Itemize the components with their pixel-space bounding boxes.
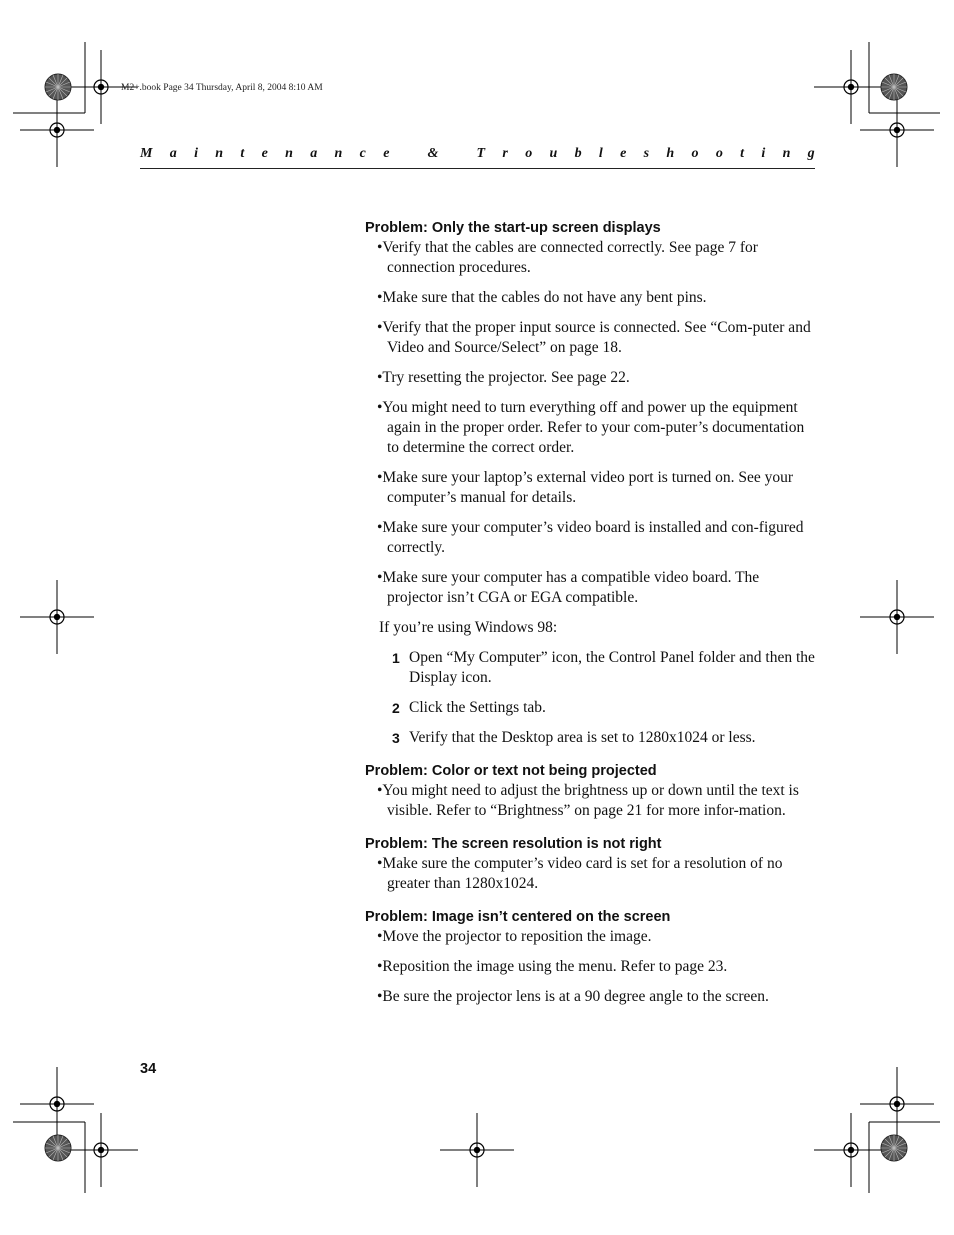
running-head-letter: s bbox=[643, 146, 650, 161]
running-head-letter: b bbox=[574, 146, 582, 161]
intro-text: If you’re using Windows 98: bbox=[379, 619, 558, 636]
running-head-letter: c bbox=[359, 146, 366, 161]
running-head-letter bbox=[407, 146, 411, 162]
step-item bbox=[392, 728, 817, 748]
section-title: Problem: Image isn’t centered on the screen bbox=[365, 909, 671, 925]
running-head-letter: a bbox=[169, 146, 177, 161]
running-head-letter: n bbox=[334, 146, 343, 161]
running-head-letter: e bbox=[261, 146, 268, 161]
list-item: •Make sure your computer has a compatible video board. The projector isn’t CGA or EGA compatible. bbox=[377, 569, 760, 606]
running-head-letter: n bbox=[215, 146, 224, 161]
list-item: •Reposition the image using the menu. Refer to page 23. bbox=[377, 958, 728, 975]
list-item: •Move the projector to reposition the image. bbox=[377, 928, 652, 945]
section-title: Problem: Color or text not being projected bbox=[365, 763, 657, 779]
running-head-letter: l bbox=[598, 146, 603, 161]
step-text: Verify that the Desktop area is set to 1280x1024 or less. bbox=[409, 729, 756, 746]
running-head-letter: o bbox=[691, 146, 699, 161]
list-item: •You might need to turn everything off and power up the equipment again in the proper order. Refer to your com-puter’s documentation to determine the correct order. bbox=[377, 399, 805, 456]
header-rule bbox=[140, 168, 815, 169]
step-text: Open “My Computer” icon, the Control Panel folder and then the Display icon. bbox=[409, 649, 815, 686]
running-head-letter: n bbox=[782, 146, 791, 161]
running-head-letter: M bbox=[140, 146, 153, 161]
running-head-letter: o bbox=[525, 146, 533, 161]
page-body bbox=[365, 218, 817, 1020]
list-item: •Verify that the cables are connected correctly. See page 7 for connection procedures. bbox=[377, 239, 758, 276]
list-item: •Make sure the computer’s video card is set for a resolution of no greater than 1280x1024. bbox=[377, 855, 783, 892]
section-color-text bbox=[365, 761, 817, 821]
running-head-letter: h bbox=[666, 146, 675, 161]
list-item: •Try resetting the projector. See page 22. bbox=[377, 369, 630, 386]
section-title: Problem: The screen resolution is not right bbox=[365, 836, 662, 852]
running-head-letter: i bbox=[761, 146, 766, 161]
running-head-letter: a bbox=[310, 146, 318, 161]
section-image-centered bbox=[365, 907, 817, 1007]
list-item: •Verify that the proper input source is connected. See “Com-puter and Video and Source/Select” on page 18. bbox=[377, 319, 811, 356]
step-number: 1 bbox=[392, 650, 400, 666]
running-head-letter: t bbox=[740, 146, 745, 161]
section-resolution bbox=[365, 834, 817, 894]
running-head-letter bbox=[456, 146, 460, 162]
running-head-letter: u bbox=[549, 146, 558, 161]
section-title: Problem: Only the start-up screen displays bbox=[365, 220, 661, 236]
running-head-letter: e bbox=[383, 146, 390, 161]
step-item bbox=[392, 648, 817, 688]
running-head-letter: & bbox=[427, 146, 439, 161]
running-head-letter: i bbox=[194, 146, 198, 161]
step-text: Click the Settings tab. bbox=[409, 699, 546, 716]
running-head bbox=[140, 146, 815, 162]
step-number: 3 bbox=[392, 730, 400, 746]
print-slug: M2+.book Page 34 Thursday, April 8, 2004 8:10 AM bbox=[121, 83, 323, 93]
list-item: •Make sure your laptop’s external video port is turned on. See your computer’s manual for details. bbox=[377, 469, 794, 506]
running-head-letter: o bbox=[715, 146, 723, 161]
list-item: •Make sure that the cables do not have any bent pins. bbox=[377, 289, 707, 306]
step-item bbox=[392, 698, 817, 718]
list-item: •Be sure the projector lens is at a 90 degree angle to the screen. bbox=[377, 988, 769, 1005]
running-head-letter: g bbox=[807, 146, 815, 161]
running-head-letter: T bbox=[476, 146, 486, 161]
running-head-letter: t bbox=[240, 146, 245, 161]
list-item: •You might need to adjust the brightness up or down until the text is visible. Refer to “Brightness” on page 21 for more infor-mation. bbox=[377, 782, 799, 819]
page-number: 34 bbox=[140, 1061, 157, 1077]
list-item: •Make sure your computer’s video board is installed and con-figured correctly. bbox=[377, 519, 804, 556]
running-head-letter: n bbox=[285, 146, 293, 161]
running-head-letter: r bbox=[502, 146, 508, 161]
section-startup-screen bbox=[365, 218, 817, 748]
running-head-letter: e bbox=[620, 146, 627, 161]
step-number: 2 bbox=[392, 700, 400, 716]
